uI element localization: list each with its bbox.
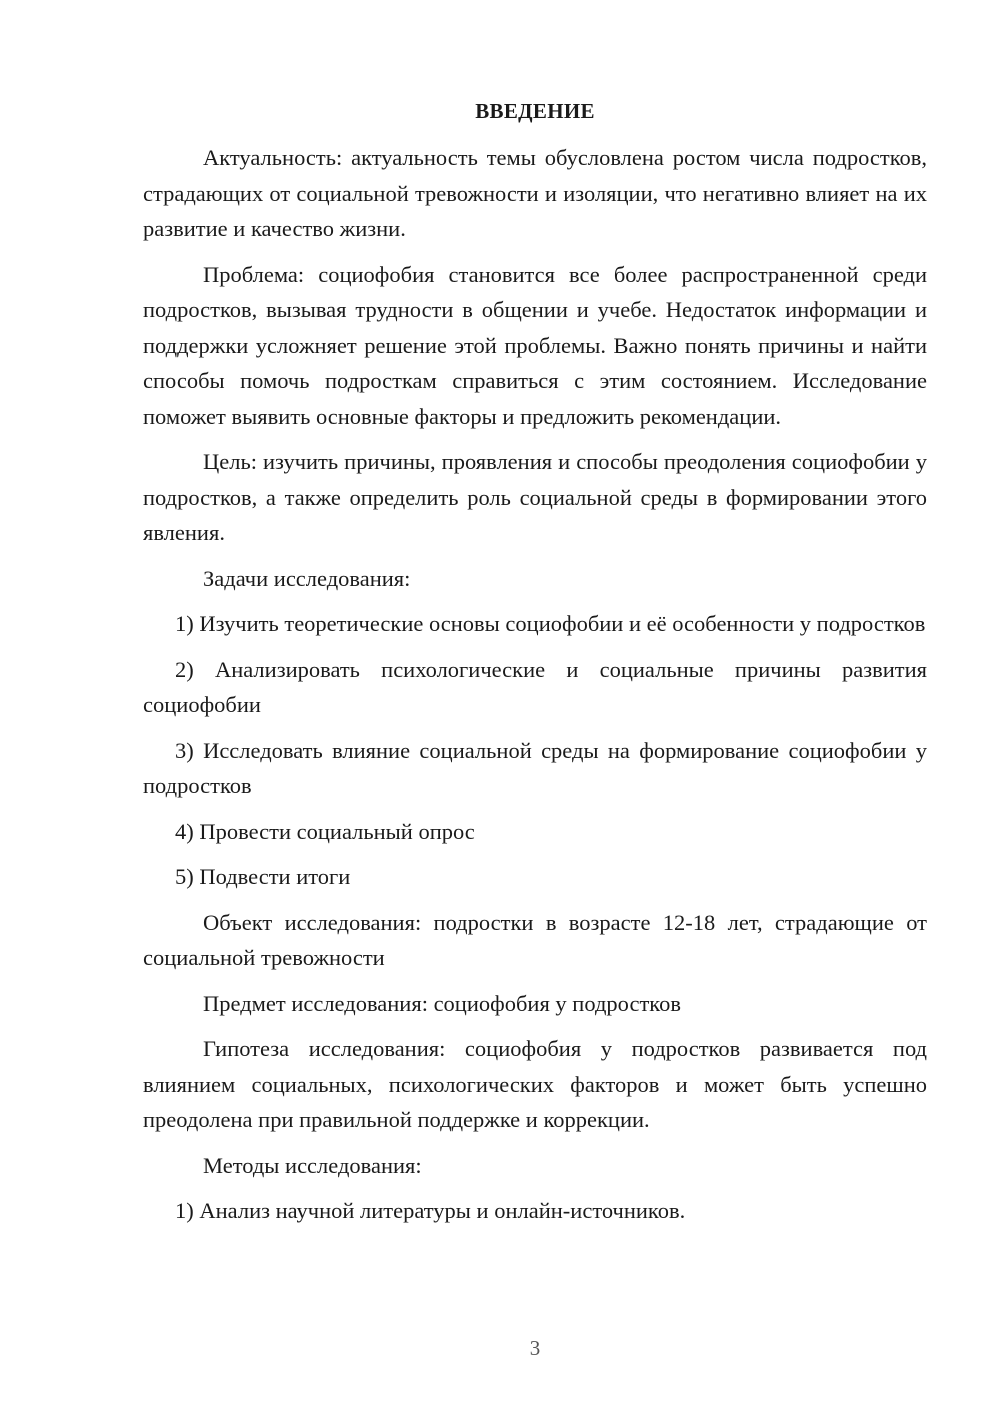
- task-item: 2) Анализировать психологические и социальные причины развития социофобии: [143, 656, 927, 717]
- paragraph-relevance: Актуальность: актуальность темы обусловлена ростом числа подростков, страдающих от социальной тревожности и изоляции, что негативно влияет на их развитие и качество жизни.: [143, 145, 927, 241]
- task-item: 4) Провести социальный опрос: [175, 818, 475, 844]
- paragraph-hypothesis: Гипотеза исследования: социофобия у подростков развивается под влиянием социальных, психологических факторов и может быть успешно преодолена при правильной поддержке и коррекции.: [143, 1036, 927, 1132]
- paragraph-goal: Цель: изучить причины, проявления и способы преодоления социофобии у подростков, а также определить роль социальной среды в формировании этого явления.: [143, 449, 927, 545]
- page-number: 3: [529, 1336, 541, 1360]
- paragraph-object: Объект исследования: подростки в возрасте 12-18 лет, страдающие от социальной тревожности: [143, 909, 927, 970]
- task-item: 5) Подвести итоги: [175, 864, 351, 889]
- method-item: 1) Анализ научной литературы и онлайн-источников.: [175, 1198, 686, 1223]
- document-page: [143, 96, 927, 1229]
- paragraph-subject: Предмет исследования: социофобия у подростков: [203, 990, 681, 1016]
- section-title: ВВЕДЕНИЕ: [475, 99, 595, 123]
- methods-heading: Методы исследования:: [203, 1152, 422, 1178]
- task-item: 3) Исследовать влияние социальной среды на формирование социофобии у подростков: [143, 737, 927, 798]
- task-item: 1) Изучить теоретические основы социофобии и её особенности у подростков: [175, 611, 926, 636]
- tasks-heading: Задачи исследования:: [203, 565, 411, 591]
- paragraph-problem: Проблема: социофобия становится все более распространенной среди подростков, вызывая трудности в общении и учебе. Недостаток информации и поддержки усложняет решение этой проблемы. Важно понять причины и найти способы помочь подросткам справиться с этим состоянием. Исследование поможет выявить основные факторы и предложить рекомендации.: [143, 261, 927, 429]
